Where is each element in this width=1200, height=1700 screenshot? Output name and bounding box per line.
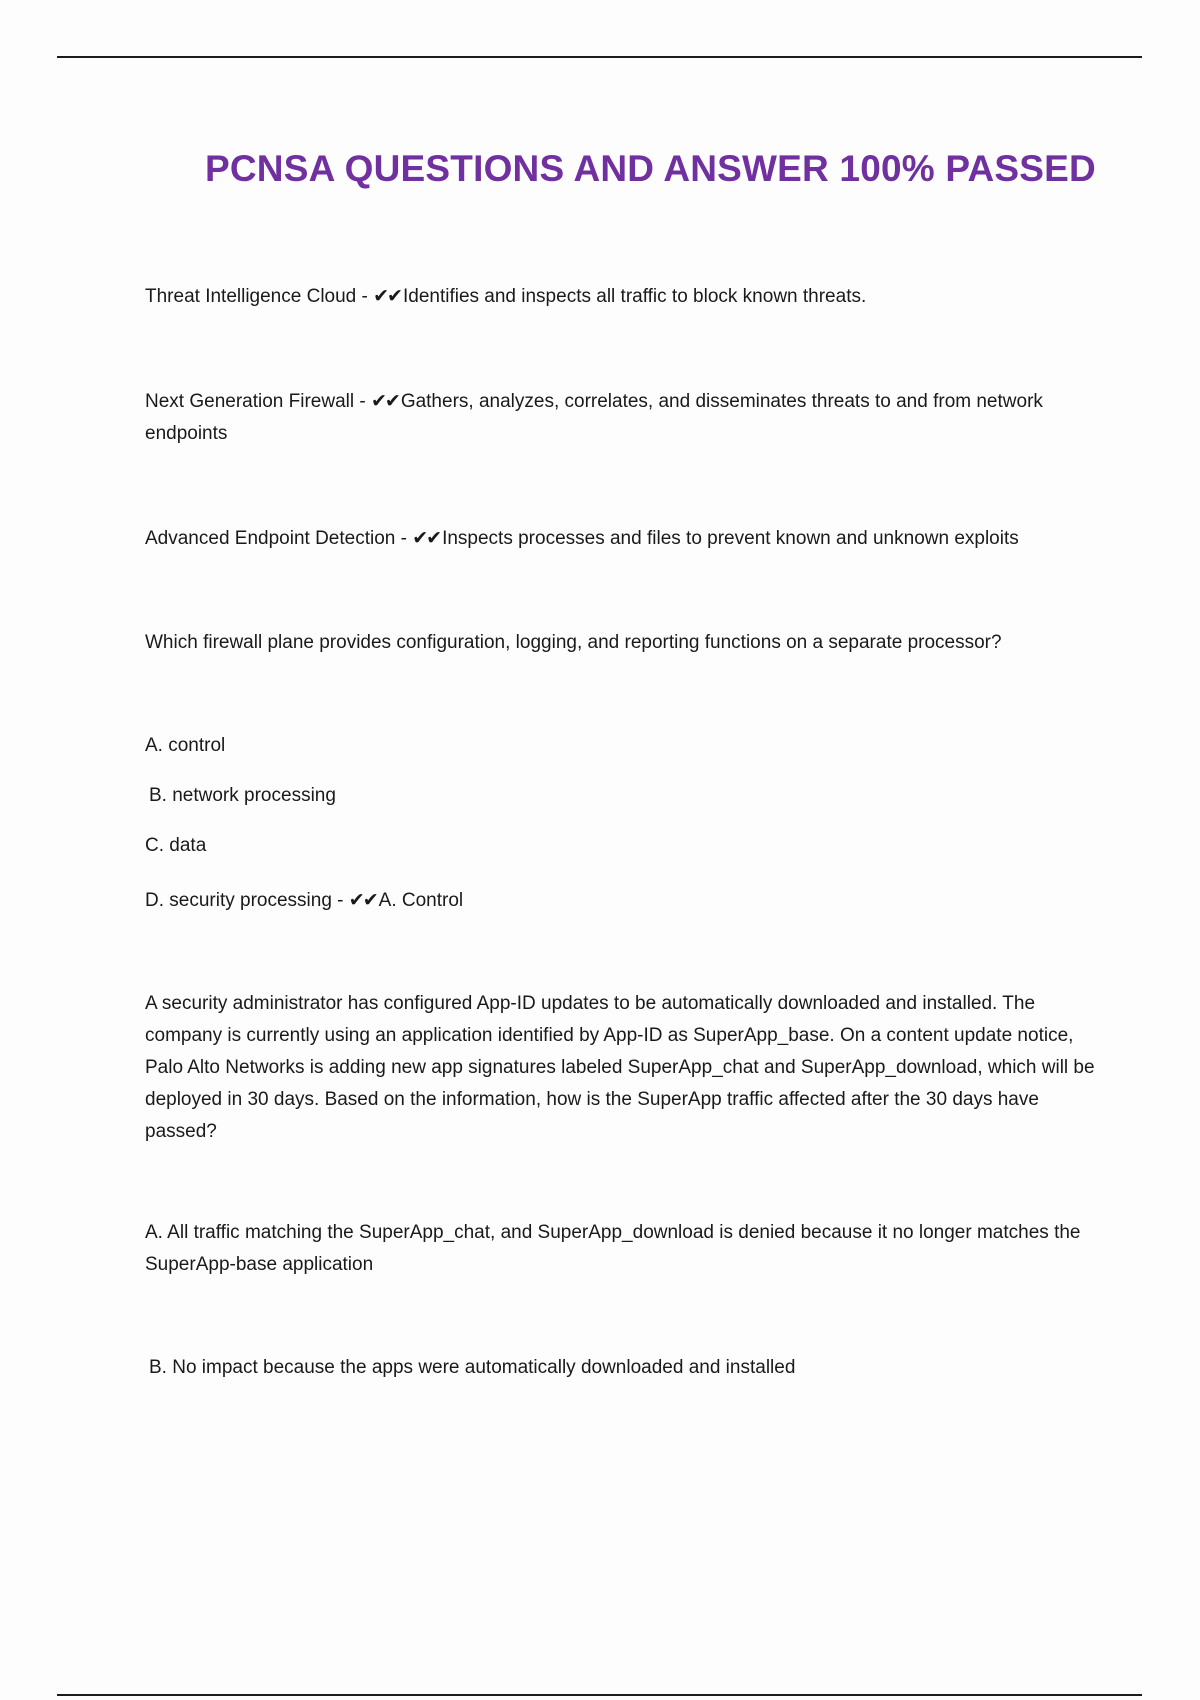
option-d bbox=[145, 884, 1095, 917]
document-title: PCNSA QUESTIONS AND ANSWER 100% PASSED bbox=[205, 148, 1096, 189]
qa-item bbox=[145, 280, 1095, 313]
double-check-icon: ✔✔ bbox=[348, 889, 377, 911]
answer-text: A. Control bbox=[378, 890, 464, 911]
option-c: C. data bbox=[145, 835, 207, 856]
question-text: A security administrator has configured App-ID updates to be automatically downloaded and installed. The company is currently using an application identified by App-ID as SuperApp_base. On a content update notice, Palo Alto Networks is adding new app signatures labeled SuperApp_chat and SuperApp_download, which will be deployed in 30 days. Based on the information, how is the SuperApp traffic affected after the 30 days have passed? bbox=[145, 993, 1095, 1142]
double-check-icon: ✔✔ bbox=[373, 285, 401, 307]
option-d-text: D. security processing - bbox=[145, 890, 349, 911]
qa-term: Next Generation Firewall - bbox=[145, 391, 371, 412]
document-body bbox=[145, 280, 1095, 1384]
option-b: B. network processing bbox=[149, 785, 336, 806]
question-text: Which firewall plane provides configuration, logging, and reporting functions on a separate processor? bbox=[145, 632, 1002, 653]
qa-term: Advanced Endpoint Detection - bbox=[145, 528, 413, 549]
qa-answer: Identifies and inspects all traffic to block known threats. bbox=[402, 286, 867, 307]
qa-item bbox=[145, 385, 1095, 450]
double-check-icon: ✔✔ bbox=[370, 390, 399, 412]
header-rule bbox=[57, 56, 1142, 58]
qa-term: Threat Intelligence Cloud - bbox=[145, 286, 374, 307]
option-b: B. No impact because the apps were automatically downloaded and installed bbox=[149, 1357, 796, 1378]
qa-answer: Inspects processes and files to prevent known and unknown exploits bbox=[442, 528, 1019, 549]
qa-item bbox=[145, 522, 1095, 555]
option-a: A. control bbox=[145, 735, 226, 756]
double-check-icon: ✔✔ bbox=[412, 527, 441, 549]
footer-rule bbox=[57, 1694, 1142, 1696]
qa-answer: Gathers, analyzes, correlates, and disseminates threats to and from network endpoints bbox=[145, 391, 1043, 444]
option-a: A. All traffic matching the SuperApp_chat, and SuperApp_download is denied because it no longer matches the SuperApp-base application bbox=[145, 1222, 1081, 1275]
